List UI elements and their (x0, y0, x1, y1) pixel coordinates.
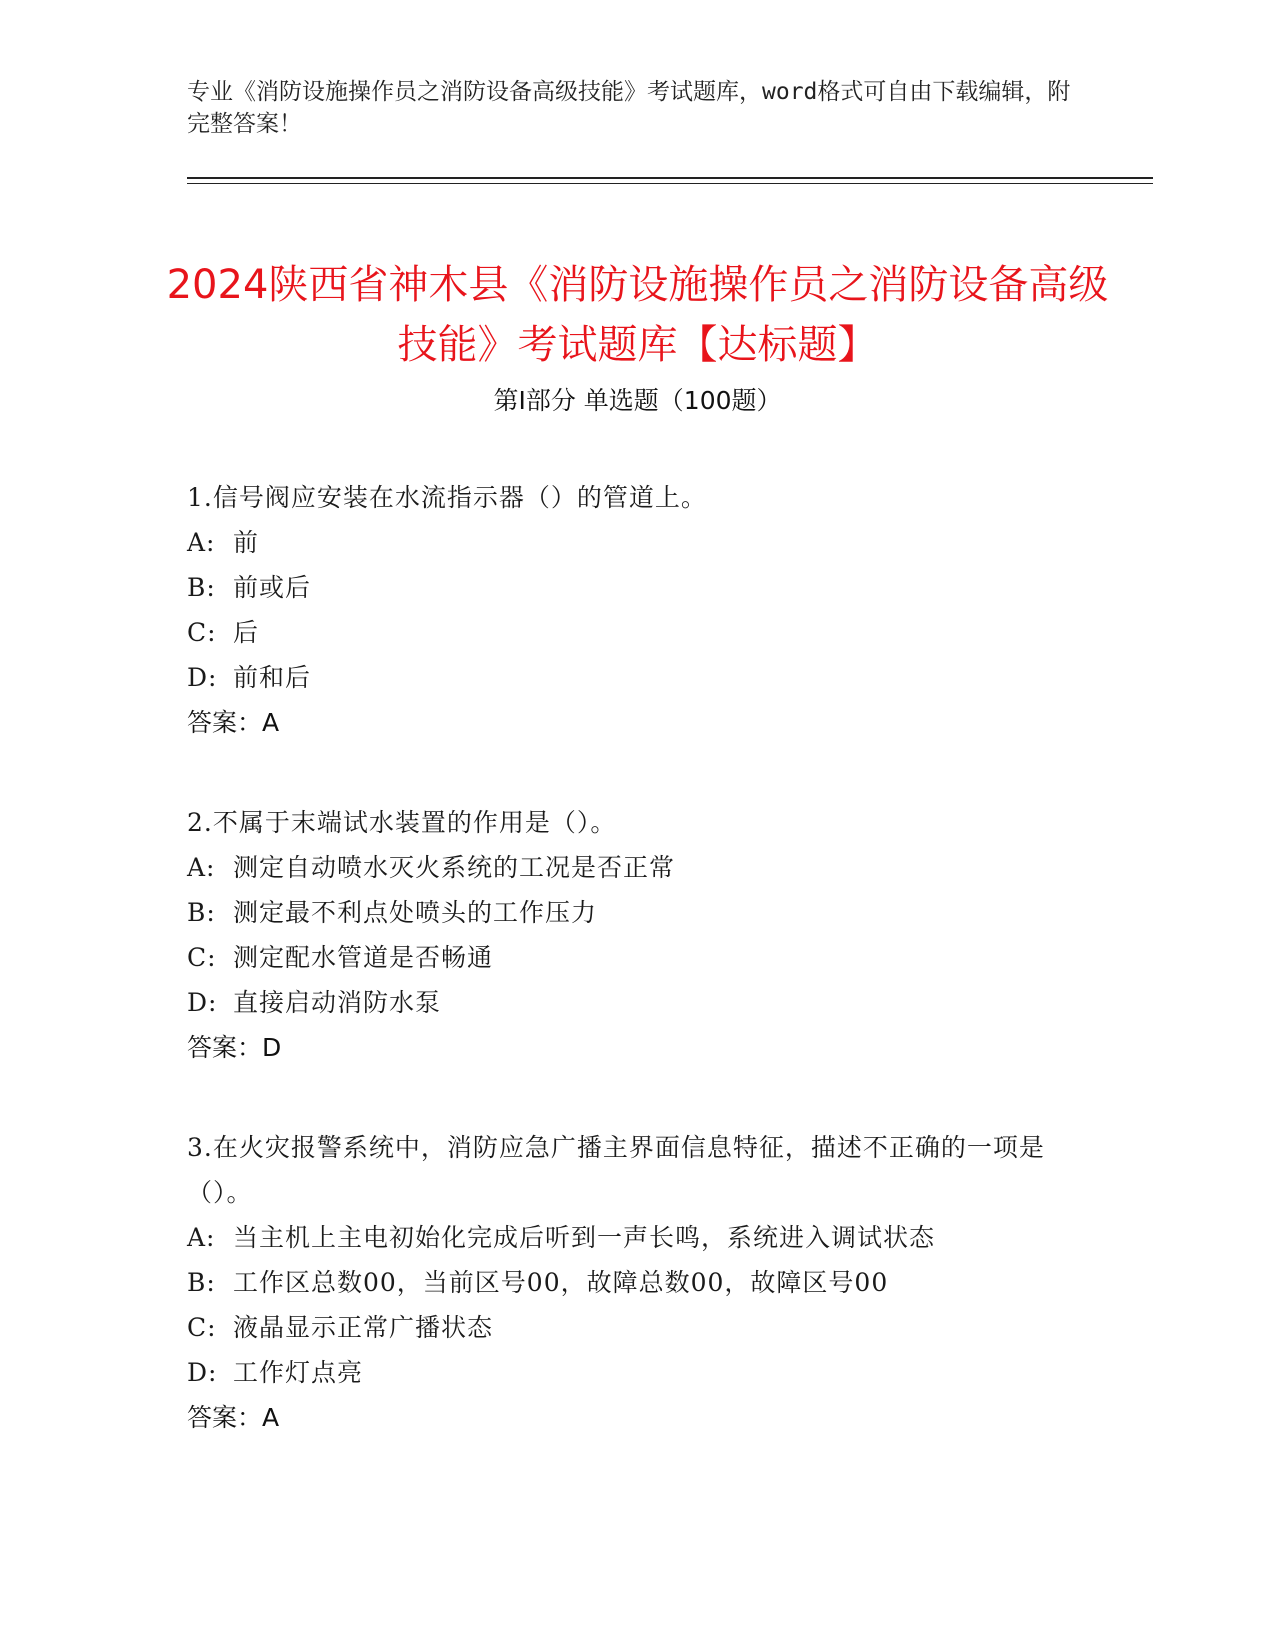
option-text: 前和后 (233, 663, 312, 692)
question-1 (187, 475, 1077, 745)
question-3 (187, 1125, 1077, 1440)
option-text: 测定配水管道是否畅通 (233, 943, 494, 972)
document-title: 2024陕西省神木县《消防设施操作员之消防设备高级技能》考试题库【达标题】 (166, 261, 1109, 368)
option-text: 工作灯点亮 (233, 1358, 364, 1387)
option-key: B: (187, 898, 216, 927)
option-text: 工作区总数00，当前区号00，故障总数00，故障区号00 (233, 1268, 889, 1297)
question-list (187, 475, 1077, 1495)
option-key: D: (187, 1358, 218, 1387)
option-c (187, 1305, 1077, 1350)
answer: 答案：A (187, 1403, 280, 1432)
option-d (187, 655, 1077, 700)
option-text: 测定自动喷水灭火系统的工况是否正常 (233, 853, 676, 882)
option-key: C: (187, 618, 217, 647)
option-key: B: (187, 1268, 216, 1297)
option-key: C: (187, 1313, 217, 1342)
question-stem: 2.不属于末端试水装置的作用是（）。 (187, 808, 617, 837)
section-title: 第Ⅰ部分 单选题（100题） (493, 386, 782, 415)
option-b (187, 890, 1077, 935)
option-text: 直接启动消防水泵 (233, 988, 442, 1017)
option-text: 测定最不利点处喷头的工作压力 (233, 898, 598, 927)
answer: 答案：D (187, 1033, 282, 1062)
option-d (187, 980, 1077, 1025)
option-key: C: (187, 943, 217, 972)
option-a (187, 520, 1077, 565)
option-b (187, 1260, 1077, 1305)
option-text: 当主机上主电初始化完成后听到一声长鸣，系统进入调试状态 (233, 1223, 936, 1252)
option-text: 前或后 (233, 573, 312, 602)
header-rule-thin (187, 183, 1153, 184)
option-d (187, 1350, 1077, 1395)
header-rule-thick (187, 177, 1153, 179)
question-2 (187, 800, 1077, 1070)
option-c (187, 935, 1077, 980)
option-key: B: (187, 573, 216, 602)
option-text: 液晶显示正常广播状态 (233, 1313, 494, 1342)
option-key: D: (187, 988, 218, 1017)
option-b (187, 565, 1077, 610)
option-key: A: (187, 528, 216, 557)
option-a (187, 1215, 1077, 1260)
option-text: 后 (233, 618, 260, 647)
option-key: A: (187, 853, 216, 882)
header-note: 专业《消防设施操作员之消防设备高级技能》考试题库，word格式可自由下载编辑，附完整答案！ (187, 79, 1071, 137)
question-stem: 3.在火灾报警系统中，消防应急广播主界面信息特征，描述不正确的一项是（）。 (187, 1133, 1045, 1207)
question-stem: 1.信号阀应安装在水流指示器（）的管道上。 (187, 483, 707, 512)
answer: 答案：A (187, 708, 280, 737)
option-key: D: (187, 663, 218, 692)
option-text: 前 (233, 528, 260, 557)
option-key: A: (187, 1223, 216, 1252)
option-c (187, 610, 1077, 655)
option-a (187, 845, 1077, 890)
